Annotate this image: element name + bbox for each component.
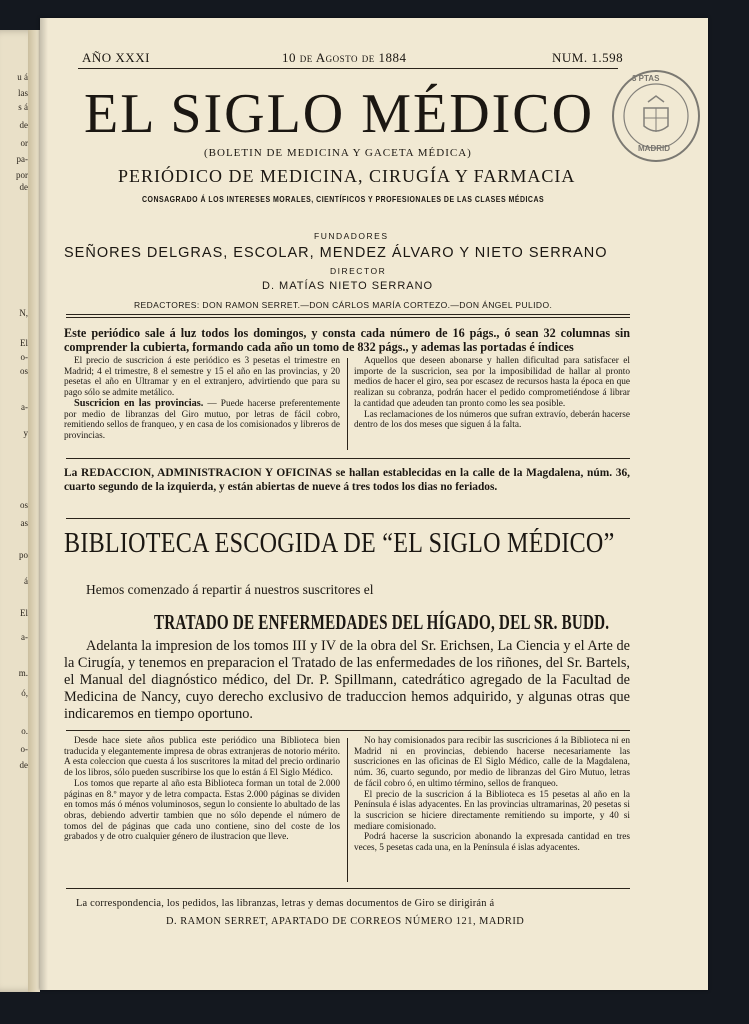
left-page-text-fragment: as: [20, 518, 28, 528]
page-edge: [28, 30, 40, 992]
header-rule: [78, 68, 618, 69]
left-page-text-fragment: m.: [18, 668, 28, 678]
address-line: D. RAMON SERRET, APARTADO DE CORREOS NÚMERO 121, MADRID: [166, 916, 525, 927]
tratado-title: TRATADO DE ENFERMEDADES DEL HÍGADO, DEL SR. BUDD.: [154, 610, 610, 634]
left-page-text-fragment: de: [19, 182, 28, 192]
rule: [66, 458, 630, 459]
left-page-text-fragment: N,: [19, 308, 28, 318]
tagline: PERIÓDICO DE MEDICINA, CIRUGÍA Y FARMACIA: [118, 166, 576, 186]
left-page-text-fragment: por: [16, 170, 28, 180]
consagrado-line: CONSAGRADO Á LOS INTERESES MORALES, CIENTÍFICOS Y PROFESIONALES DE LAS CLASES MÉDICAS: [142, 194, 545, 204]
hemos-line: Hemos comenzado á repartir á nuestros suscritores el: [86, 582, 374, 597]
left-page-text-fragment: u á: [17, 72, 28, 82]
left-page-text-fragment: de: [19, 760, 28, 770]
biblioteca-left-column: [64, 736, 340, 843]
rule: [66, 888, 630, 889]
fundadores-names: SEÑORES DELGRAS, ESCOLAR, MENDEZ ÁLVARO Y NIETO SERRANO: [64, 245, 608, 261]
spine-shadow: [40, 18, 48, 990]
subscription-right-column: [354, 356, 630, 431]
left-page-text-fragment: o-: [20, 352, 28, 362]
publication-notice: Este periódico sale á luz todos los domingos, y consta cada número de 16 págs., ó sean 32 columnas sin comprender la cubierta, formando cada año un tomo de 832 págs., y ademas las portadas é índices: [64, 326, 630, 354]
fundadores-label: FUNDADORES: [314, 231, 389, 241]
left-page-text-fragment: y: [23, 428, 28, 438]
redactores-line: REDACTORES: DON RAMON SERRET.—DON CÁRLOS MARÍA CORTEZO.—DON ÁNGEL PULIDO.: [134, 300, 553, 310]
date-label: 10 de Agosto de 1884: [282, 50, 407, 65]
left-page-text-fragment: os: [19, 500, 28, 510]
seal-bottom-text: MADRID: [638, 144, 670, 153]
biblioteca-right-column: [354, 736, 630, 854]
left-page-text-fragment: a-: [21, 632, 28, 642]
subscription-left-column: [64, 356, 340, 442]
left-page-text-fragment: a-: [21, 402, 28, 412]
column-divider: [347, 738, 348, 882]
left-page-text-fragment: ó,: [21, 688, 28, 698]
column-divider: [347, 358, 348, 450]
left-page-text-fragment: o.: [21, 726, 28, 736]
correspondence-line: La correspondencia, los pedidos, las libranzas, letras y demas documentos de Giro se dirigirán á: [76, 898, 495, 909]
provinces-text: — Puede hacerse preferentemente por medio de libranzas del Giro mutuo, por letras de fácil cobro, remitiendo sellos de franqueo, y en casa de los comisionados y libreros de provincias.: [64, 398, 340, 441]
left-page-text-fragment: or: [20, 138, 28, 148]
left-page-text-fragment: po: [19, 550, 28, 560]
provinces-paragraph: [64, 399, 340, 442]
adelanta-paragraph: Adelanta la impresion de los tomos III y IV de la obra del Sr. Erichsen, La Ciencia y el Arte de la Cirugía, y tenemos en preparacion el Tratado de las enfermedades de los riñones, del Sr. Bartels, el Manual del diagnóstico médico, del Dr. P. Spillmann, catedrático agregado de la Facultad de Medicina de Nancy, cuyo derecho exclusivo de traduccion hemos adquirido, y algunas otras que indicaremos en tiempo oportuno.: [64, 638, 630, 722]
hardship-paragraph: Aquellos que deseen abonarse y hallen dificultad para satisfacer el importe de la suscricion, sea por la imposibilidad de hallar al pronto medios de hacer el giro, sea por escasez de recursos hasta la época en que realizan su cobranza, podrán hacer el pedido comprometiéndose á librar la cantidad que adeuden tan pronto como les sea posible.: [354, 356, 630, 409]
year-label: AÑO XXXI: [82, 50, 150, 65]
left-page-text-fragment: á: [24, 576, 28, 586]
left-page-text-fragment: s á: [18, 102, 28, 112]
rule: [66, 317, 630, 318]
left-page-text-fragment: El: [20, 338, 28, 348]
rule: [66, 730, 630, 731]
biblioteca-heading: BIBLIOTECA ESCOGIDA DE “EL SIGLO MÉDICO”: [64, 528, 615, 559]
biblioteca-intro-paragraph: Desde hace siete años publica este periódico una Biblioteca bien traducida y elegantemente impresa de obras extranjeras de notorio mérito. A esta coleccion que cuesta á los suscritores la mitad del precio ordinario de los libros, sólo pueden suscribirse los que lo están á El Siglo Médico.: [64, 736, 340, 779]
comisionados-paragraph: No hay comisionados para recibir las suscriciones á la Biblioteca ni en Madrid ni en provincias, debiendo hacerse necesariamente las suscriciones en las oficinas de El Siglo Médico, calle de la Magdalena, núm. 36, cuarto segundo, por medio de libranzas del Giro Mutuo, letras de fácil cobro ó, en ultimo término, sellos de franqueo.: [354, 736, 630, 789]
claims-paragraph: Las reclamaciones de los números que sufran extravío, deberán hacerse dentro de los dos meses que siguen á la falta.: [354, 409, 630, 431]
left-page-text-fragment: El: [20, 608, 28, 618]
left-page-text-fragment: de: [19, 120, 28, 130]
redaccion-notice: La REDACCION, ADMINISTRACION Y OFICINAS se hallan establecidas en la calle de la Magdalena, núm. 36, cuarto segundo de la izquierda, y están abiertas de nueve á tres todos los dias no feriados.: [64, 467, 630, 493]
newspaper-page: [40, 18, 708, 990]
seal-top-text: 3 PTAS: [632, 74, 660, 83]
left-page-text-fragment: las: [18, 88, 28, 98]
library-seal: [612, 70, 700, 162]
number-label: NUM. 1.598: [552, 50, 624, 65]
rule: [66, 518, 630, 519]
director-label: DIRECTOR: [330, 266, 387, 276]
price-paragraph: El precio de suscricion á este periódico es 3 pesetas el trimestre en Madrid; 4 el trimestre, 8 el semestre y 15 el año en las provincias, y 20 pesetas el año en Ultramar y en el extranjero, advirtiendo que para su pago sólo se admite metálico.: [64, 356, 340, 399]
subtitle: (BOLETIN DE MEDICINA Y GACETA MÉDICA): [204, 147, 472, 159]
masthead-title: EL SIGLO MÉDICO: [84, 83, 595, 145]
left-page-text-fragment: pa-: [16, 154, 28, 164]
left-page-text-fragment: os: [19, 366, 28, 376]
rule: [66, 314, 630, 315]
installments-paragraph: Podrá hacerse la suscricion abonando la expresada cantidad en tres veces, 5 pesetas cada una, en la Península é islas adyacentes.: [354, 832, 630, 854]
director-name: D. MATÍAS NIETO SERRANO: [262, 280, 434, 292]
left-page-text-fragment: o-: [20, 744, 28, 754]
provinces-heading: Suscricion en las provincias.: [74, 397, 204, 409]
biblioteca-volumes-paragraph: Los tomos que reparte al año esta Biblioteca forman un total de 2.000 páginas en 8.º mayor y de letra compacta. Estas 2.000 páginas se dividen en tomos más ó ménos voluminosos, segun lo consiente lo abultado de las obras, debiendo advertir tambien que no sólo depende el número de tomos del de páginas que cada uno contiene, sino del coste de los grabados y de otro cualquier género de ilustracion que lleve.: [64, 778, 340, 843]
biblioteca-price-paragraph: El precio de la suscricion á la Biblioteca es 15 pesetas al año en la Península é islas adyacentes. En las provincias ultramarinas, 20 pesetas si la suscricion se hiciere directamente remitiendo su importe, y 40 si mediare comisionado.: [354, 789, 630, 832]
